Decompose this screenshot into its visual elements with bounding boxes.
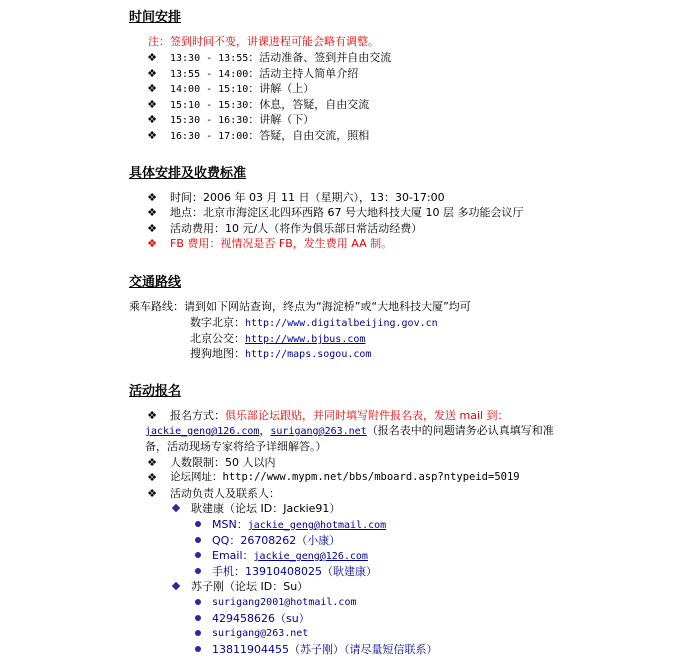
contact2-email2: surigang@263.net	[212, 628, 309, 639]
details-place: 地点：北京市海淀区北四环西路 67 号大地科技大厦 10 层 多功能会议厅	[170, 206, 524, 219]
bullet-icon: ❖	[147, 82, 157, 95]
transport-site: 搜狗地图：http://maps.sogou.com	[190, 347, 372, 360]
dot-bullet-icon	[195, 568, 201, 574]
dot-bullet-icon	[195, 521, 201, 527]
bullet-icon: ❖	[147, 237, 157, 250]
schedule-item: 13:30 - 13:55：活动准备、签到并自由交流	[170, 51, 392, 64]
signup-forum: 论坛网址：http://www.mypm.net/bbs/mboard.asp?ntypeid=5019	[170, 471, 520, 483]
contact2-phone: 13811904455（苏子刚）（请尽量短信联系）	[212, 643, 438, 656]
details-fee: 活动费用：10 元/人（将作为俱乐部日常活动经费）	[170, 222, 423, 235]
site-link[interactable]: http://www.bjbus.com	[245, 334, 366, 345]
bullet-icon: ❖	[147, 222, 157, 235]
transport-site: 数字北京：http://www.digitalbeijing.gov.cn	[190, 316, 438, 329]
diamond-bullet-icon	[172, 582, 181, 591]
contact1-qq: QQ：26708262（小康）	[212, 534, 341, 547]
bullet-icon: ❖	[147, 98, 157, 111]
dot-bullet-icon	[195, 630, 201, 636]
bullet-icon: ❖	[147, 51, 157, 64]
signup-contacts-label: 活动负责人及联系人：	[170, 487, 280, 500]
signup-heading: 活动报名	[129, 384, 182, 399]
dot-bullet-icon	[195, 646, 201, 652]
contact2-qq: 429458626（su）	[212, 612, 310, 625]
schedule-item: 14:00 - 15:10：讲解（上）	[170, 82, 315, 95]
details-time: 时间：2006 年 03 月 11 日（星期六），13：30-17:00	[170, 191, 445, 204]
dot-bullet-icon	[195, 552, 201, 558]
msn-link[interactable]: jackie_geng@hotmail.com	[247, 520, 387, 531]
contact1-name: 耿建康（论坛 ID：Jackie91）	[191, 502, 341, 515]
schedule-item: 16:30 - 17:00：答疑，自由交流，照相	[170, 129, 370, 142]
bullet-icon: ❖	[147, 487, 157, 500]
schedule-note: 注：签到时间不变，讲课进程可能会略有调整。	[148, 35, 379, 48]
bullet-icon: ❖	[147, 206, 157, 219]
bullet-icon: ❖	[147, 456, 157, 469]
schedule-heading: 时间安排	[129, 10, 182, 25]
contact2-email: surigang2001@hotmail.com	[212, 597, 357, 608]
site-link[interactable]: http://maps.sogou.com	[245, 349, 372, 360]
schedule-item: 13:55 - 14:00：活动主持人简单介绍	[170, 67, 359, 80]
dot-bullet-icon	[195, 615, 201, 621]
email-link[interactable]: surigang@263.net	[270, 426, 367, 437]
schedule-item: 15:30 - 16:30：讲解（下）	[170, 113, 315, 126]
signup-method: 报名方式：俱乐部论坛跟贴，并同时填写附件报名表，发送 mail 到：	[170, 409, 509, 422]
bullet-icon: ❖	[147, 471, 157, 484]
details-fb: FB 费用：视情况是否 FB，发生费用 AA 制。	[170, 237, 393, 250]
contact1-email: Email：jackie_geng@126.com	[212, 549, 368, 562]
contact1-phone: 手机：13910408025（耿建康）	[212, 565, 377, 578]
transport-intro: 乘车路线：请到如下网站查询，终点为“海淀桥”或“大地科技大厦”均可	[129, 300, 471, 313]
contact2-name: 苏子刚（论坛 ID：Su）	[191, 580, 309, 593]
bullet-icon: ❖	[147, 191, 157, 204]
transport-heading: 交通路线	[129, 275, 182, 290]
signup-method-cont: jackie_geng@126.com，surigang@263.net（报名表中的问题请务必认真填写和准	[145, 424, 554, 437]
contact1-msn: MSN：jackie_geng@hotmail.com	[212, 518, 387, 531]
details-heading: 具体安排及收费标准	[129, 166, 247, 181]
email-link[interactable]: jackie_geng@126.com	[253, 551, 368, 562]
email-link[interactable]: jackie_geng@126.com	[145, 426, 260, 437]
bullet-icon: ❖	[147, 409, 157, 422]
schedule-item: 15:10 - 15:30：休息，答疑，自由交流	[170, 98, 370, 111]
diamond-bullet-icon	[172, 504, 181, 513]
bullet-icon: ❖	[147, 67, 157, 80]
bullet-icon: ❖	[147, 129, 157, 142]
transport-site: 北京公交：http://www.bjbus.com	[190, 332, 366, 345]
site-link[interactable]: http://www.digitalbeijing.gov.cn	[245, 318, 438, 329]
dot-bullet-icon	[195, 599, 201, 605]
signup-limit: 人数限制：50 人以内	[170, 456, 276, 469]
dot-bullet-icon	[195, 537, 201, 543]
bullet-icon: ❖	[147, 113, 157, 126]
signup-method-cont: 备，活动现场专家将给予详细解答。）	[145, 440, 327, 453]
